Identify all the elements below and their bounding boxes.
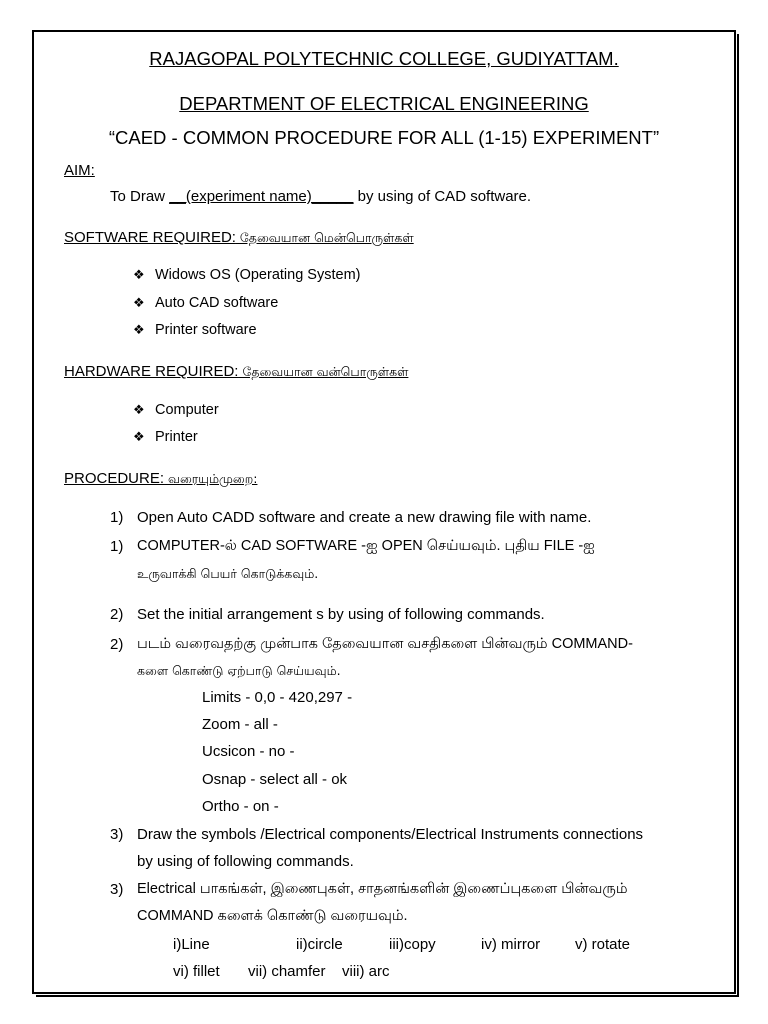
tool-copy: iii)copy	[389, 936, 436, 953]
department-title: DEPARTMENT OF ELECTRICAL ENGINEERING	[179, 93, 589, 114]
list-item	[133, 322, 257, 338]
procedure-heading	[64, 470, 257, 488]
command-ortho: Ortho - on -	[202, 798, 279, 815]
hardware-heading-ta: தேவையான வன்பொருள்கள்	[238, 364, 409, 379]
step-number: 1)	[110, 509, 124, 526]
list-item	[133, 295, 278, 311]
aim-text	[110, 188, 531, 205]
tool-rotate: v) rotate	[575, 936, 631, 953]
tool-circle: ii)circle	[296, 936, 343, 953]
list-item	[133, 429, 198, 445]
step3-english-line2: by using of following commands.	[137, 853, 354, 870]
hardware-item: Computer	[155, 402, 219, 418]
step-number: 3)	[110, 881, 124, 898]
command-ucsicon: Ucsicon - no -	[202, 743, 295, 760]
college-title: RAJAGOPAL POLYTECHNIC COLLEGE, GUDIYATTAM.	[149, 48, 619, 69]
diamond-bullet-icon: ❖	[133, 295, 145, 310]
software-heading-en: SOFTWARE REQUIRED:	[64, 229, 236, 246]
software-item: Printer software	[155, 322, 257, 338]
experiment-subtitle: “CAED - COMMON PROCEDURE FOR ALL (1-15) EXPERIMENT”	[108, 127, 660, 148]
step2-tamil-line2: களை கொண்டு ஏற்பாடு செய்யவும்.	[137, 663, 341, 678]
tool-fillet: vi) fillet	[173, 963, 220, 980]
procedure-heading-en: PROCEDURE:	[64, 470, 165, 487]
diamond-bullet-icon: ❖	[133, 402, 145, 417]
list-item	[133, 267, 360, 283]
step1-tamil-line1: COMPUTER-ல் CAD SOFTWARE -ஐ OPEN செய்யவும். புதிய FILE -ஐ	[137, 538, 595, 554]
command-limits: Limits - 0,0 - 420,297 -	[202, 689, 353, 706]
command-osnap: Osnap - select all - ok	[202, 771, 348, 788]
aim-prefix: To Draw	[110, 188, 170, 205]
diamond-bullet-icon: ❖	[133, 322, 145, 337]
diamond-bullet-icon: ❖	[133, 267, 145, 282]
step-number: 3)	[110, 826, 124, 843]
tool-chamfer: vii) chamfer	[248, 963, 326, 980]
step3-tamil-line2: COMMAND களைக் கொண்டு வரையவும்.	[137, 908, 408, 924]
software-heading	[64, 229, 414, 247]
step2-english: Set the initial arrangement s by using of following commands.	[137, 606, 545, 623]
hardware-item: Printer	[155, 429, 198, 445]
software-item: Widows OS (Operating System)	[155, 267, 361, 283]
step1-english: Open Auto CADD software and create a new drawing file with name.	[137, 509, 592, 526]
step1-tamil-line2: உருவாக்கி பெயர் கொடுக்கவும்.	[137, 566, 319, 581]
command-zoom: Zoom - all -	[202, 716, 278, 733]
hardware-heading-en: HARDWARE REQUIRED:	[64, 363, 239, 380]
hardware-heading	[64, 363, 408, 381]
list-item	[133, 402, 219, 418]
step-number: 1)	[110, 538, 124, 555]
aim-suffix: by using of CAD software.	[353, 188, 532, 205]
procedure-heading-ta: வரையும்முறை:	[164, 471, 258, 486]
diamond-bullet-icon: ❖	[133, 429, 145, 444]
aim-heading: AIM:	[64, 162, 95, 179]
step-number: 2)	[110, 606, 124, 623]
step3-tamil-line1: Electrical பாகங்கள், இணைபுகள், சாதனங்களின் இணைப்புகளை பின்வரும்	[137, 881, 628, 897]
step2-tamil-line1: படம் வரைவதற்கு முன்பாக தேவையான வசதிகளை பின்வரும் COMMAND-	[137, 636, 633, 652]
aim-blank: __(experiment name)_____	[169, 188, 354, 205]
step3-english-line1: Draw the symbols /Electrical components/Electrical Instruments connections	[137, 826, 644, 843]
software-heading-ta: தேவையான மென்பொருள்கள்	[235, 230, 414, 245]
software-item: Auto CAD software	[155, 295, 279, 311]
tool-mirror: iv) mirror	[481, 936, 541, 953]
tool-line: i)Line	[173, 936, 210, 953]
tool-arc: viii) arc	[342, 963, 390, 980]
step-number: 2)	[110, 636, 124, 653]
